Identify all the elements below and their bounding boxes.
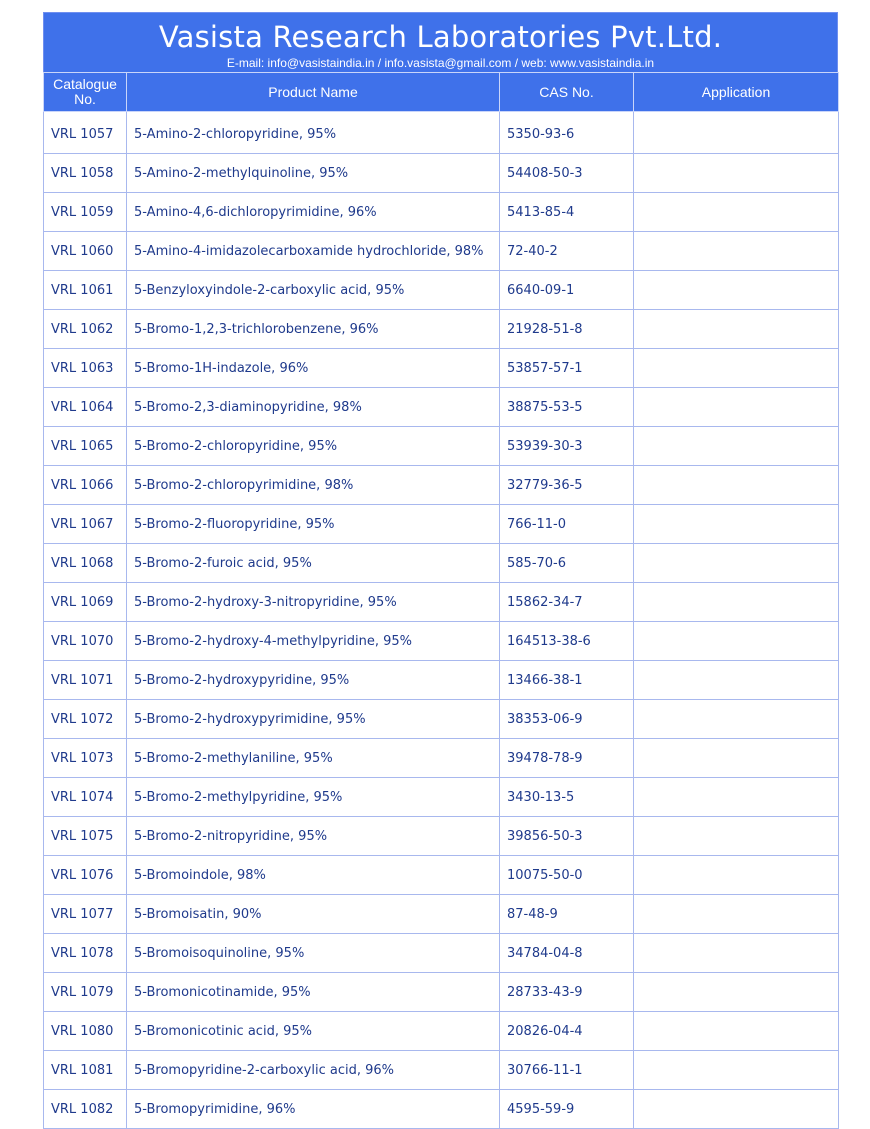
cas-number-cell: 54408-50-3 — [500, 154, 634, 193]
product-table — [43, 72, 839, 1129]
cas-number-cell: 6640-09-1 — [500, 271, 634, 310]
application-cell — [634, 739, 839, 778]
catalogue-number-cell: VRL 1072 — [44, 700, 127, 739]
table-row — [44, 583, 839, 622]
cas-number-cell: 21928-51-8 — [500, 310, 634, 349]
application-cell — [634, 466, 839, 505]
column-header-application: Application — [634, 73, 839, 112]
cas-number-cell: 13466-38-1 — [500, 661, 634, 700]
product-name-cell: 5-Bromo-2-chloropyridine, 95% — [127, 427, 500, 466]
catalogue-number-cell: VRL 1077 — [44, 895, 127, 934]
application-cell — [634, 895, 839, 934]
catalogue-number-cell: VRL 1075 — [44, 817, 127, 856]
product-name-cell: 5-Bromo-2-methylpyridine, 95% — [127, 778, 500, 817]
application-cell — [634, 817, 839, 856]
cas-number-cell: 38353-06-9 — [500, 700, 634, 739]
catalogue-number-cell: VRL 1068 — [44, 544, 127, 583]
catalogue-number-cell: VRL 1079 — [44, 973, 127, 1012]
table-row — [44, 427, 839, 466]
catalogue-number-cell: VRL 1076 — [44, 856, 127, 895]
application-cell — [634, 427, 839, 466]
application-cell — [634, 388, 839, 427]
application-cell — [634, 271, 839, 310]
catalogue-number-cell: VRL 1062 — [44, 310, 127, 349]
cas-number-cell: 164513-38-6 — [500, 622, 634, 661]
application-cell — [634, 700, 839, 739]
product-name-cell: 5-Bromoindole, 98% — [127, 856, 500, 895]
column-header-cas: CAS No. — [500, 73, 634, 112]
application-cell — [634, 505, 839, 544]
table-row — [44, 310, 839, 349]
cas-number-cell: 28733-43-9 — [500, 973, 634, 1012]
table-header-row — [44, 73, 839, 112]
catalogue-number-cell: VRL 1069 — [44, 583, 127, 622]
product-name-cell: 5-Bromo-2-hydroxy-3-nitropyridine, 95% — [127, 583, 500, 622]
cas-number-cell: 87-48-9 — [500, 895, 634, 934]
catalogue-number-cell: VRL 1078 — [44, 934, 127, 973]
application-cell — [634, 193, 839, 232]
table-row — [44, 154, 839, 193]
catalogue-number-cell: VRL 1058 — [44, 154, 127, 193]
cas-number-cell: 4595-59-9 — [500, 1090, 634, 1129]
product-name-cell: 5-Bromo-2-hydroxypyridine, 95% — [127, 661, 500, 700]
catalogue-number-cell: VRL 1081 — [44, 1051, 127, 1090]
product-name-cell: 5-Bromo-2-methylaniline, 95% — [127, 739, 500, 778]
table-row — [44, 622, 839, 661]
cas-number-cell: 30766-11-1 — [500, 1051, 634, 1090]
cas-number-cell: 3430-13-5 — [500, 778, 634, 817]
cas-number-cell: 20826-04-4 — [500, 1012, 634, 1051]
application-cell — [634, 154, 839, 193]
table-row — [44, 1012, 839, 1051]
table-row — [44, 934, 839, 973]
product-name-cell: 5-Amino-4,6-dichloropyrimidine, 96% — [127, 193, 500, 232]
cas-number-cell: 5350-93-6 — [500, 112, 634, 154]
table-row — [44, 778, 839, 817]
product-name-cell: 5-Bromoisatin, 90% — [127, 895, 500, 934]
product-name-cell: 5-Bromo-2,3-diaminopyridine, 98% — [127, 388, 500, 427]
cas-number-cell: 15862-34-7 — [500, 583, 634, 622]
table-row — [44, 661, 839, 700]
cas-number-cell: 53939-30-3 — [500, 427, 634, 466]
application-cell — [634, 544, 839, 583]
company-banner — [43, 12, 838, 72]
cas-number-cell: 585-70-6 — [500, 544, 634, 583]
catalogue-number-cell: VRL 1061 — [44, 271, 127, 310]
product-name-cell: 5-Amino-4-imidazolecarboxamide hydrochloride, 98% — [127, 232, 500, 271]
cas-number-cell: 38875-53-5 — [500, 388, 634, 427]
table-row — [44, 1051, 839, 1090]
application-cell — [634, 1012, 839, 1051]
product-name-cell: 5-Bromo-2-hydroxy-4-methylpyridine, 95% — [127, 622, 500, 661]
application-cell — [634, 310, 839, 349]
table-body — [44, 112, 839, 1129]
product-name-cell: 5-Bromoisoquinoline, 95% — [127, 934, 500, 973]
catalogue-number-cell: VRL 1060 — [44, 232, 127, 271]
cas-number-cell: 32779-36-5 — [500, 466, 634, 505]
column-header-catalogue — [44, 73, 127, 112]
cas-number-cell: 39856-50-3 — [500, 817, 634, 856]
catalogue-number-cell: VRL 1067 — [44, 505, 127, 544]
catalogue-number-cell: VRL 1071 — [44, 661, 127, 700]
application-cell — [634, 973, 839, 1012]
cas-number-cell: 10075-50-0 — [500, 856, 634, 895]
table-row — [44, 739, 839, 778]
catalogue-number-cell: VRL 1074 — [44, 778, 127, 817]
application-cell — [634, 661, 839, 700]
table-row — [44, 388, 839, 427]
product-name-cell: 5-Bromo-1,2,3-trichlorobenzene, 96% — [127, 310, 500, 349]
catalogue-sheet — [43, 12, 838, 1129]
cas-number-cell: 5413-85-4 — [500, 193, 634, 232]
product-name-cell: 5-Amino-2-methylquinoline, 95% — [127, 154, 500, 193]
product-name-cell: 5-Bromo-2-fluoropyridine, 95% — [127, 505, 500, 544]
product-name-cell: 5-Bromo-2-chloropyrimidine, 98% — [127, 466, 500, 505]
application-cell — [634, 1090, 839, 1129]
application-cell — [634, 778, 839, 817]
table-row — [44, 544, 839, 583]
company-name: Vasista Research Laboratories Pvt.Ltd. — [158, 20, 723, 54]
table-row — [44, 112, 839, 154]
catalogue-number-cell: VRL 1064 — [44, 388, 127, 427]
catalogue-number-cell: VRL 1063 — [44, 349, 127, 388]
application-cell — [634, 856, 839, 895]
application-cell — [634, 1051, 839, 1090]
table-row — [44, 817, 839, 856]
catalogue-number-cell: VRL 1057 — [44, 112, 127, 154]
cas-number-cell: 53857-57-1 — [500, 349, 634, 388]
catalogue-number-cell: VRL 1065 — [44, 427, 127, 466]
catalogue-number-cell: VRL 1070 — [44, 622, 127, 661]
product-name-cell: 5-Bromopyrimidine, 96% — [127, 1090, 500, 1129]
application-cell — [634, 232, 839, 271]
product-name-cell: 5-Bromopyridine-2-carboxylic acid, 96% — [127, 1051, 500, 1090]
application-cell — [634, 349, 839, 388]
application-cell — [634, 934, 839, 973]
table-row — [44, 973, 839, 1012]
product-name-cell: 5-Bromo-2-furoic acid, 95% — [127, 544, 500, 583]
column-header-product: Product Name — [127, 73, 500, 112]
table-row — [44, 193, 839, 232]
catalogue-number-cell: VRL 1082 — [44, 1090, 127, 1129]
catalogue-number-cell: VRL 1059 — [44, 193, 127, 232]
catalogue-header-line1: Catalogue — [53, 76, 117, 92]
cas-number-cell: 39478-78-9 — [500, 739, 634, 778]
table-row — [44, 505, 839, 544]
table-row — [44, 271, 839, 310]
application-cell — [634, 583, 839, 622]
product-name-cell: 5-Amino-2-chloropyridine, 95% — [127, 112, 500, 154]
product-name-cell: 5-Bromo-1H-indazole, 96% — [127, 349, 500, 388]
product-name-cell: 5-Bromonicotinamide, 95% — [127, 973, 500, 1012]
product-name-cell: 5-Bromonicotinic acid, 95% — [127, 1012, 500, 1051]
cas-number-cell: 34784-04-8 — [500, 934, 634, 973]
application-cell — [634, 112, 839, 154]
product-name-cell: 5-Bromo-2-nitropyridine, 95% — [127, 817, 500, 856]
catalogue-number-cell: VRL 1073 — [44, 739, 127, 778]
product-name-cell: 5-Benzyloxyindole-2-carboxylic acid, 95% — [127, 271, 500, 310]
application-cell — [634, 622, 839, 661]
table-row — [44, 1090, 839, 1129]
table-row — [44, 895, 839, 934]
table-row — [44, 700, 839, 739]
table-row — [44, 466, 839, 505]
table-row — [44, 856, 839, 895]
cas-number-cell: 72-40-2 — [500, 232, 634, 271]
cas-number-cell: 766-11-0 — [500, 505, 634, 544]
catalogue-number-cell: VRL 1080 — [44, 1012, 127, 1051]
contact-line: E-mail: info@vasistaindia.in / info.vasista@gmail.com / web: www.vasistaindia.in — [226, 56, 655, 70]
catalogue-header-line2: No. — [74, 91, 96, 107]
product-name-cell: 5-Bromo-2-hydroxypyrimidine, 95% — [127, 700, 500, 739]
catalogue-number-cell: VRL 1066 — [44, 466, 127, 505]
table-row — [44, 349, 839, 388]
table-row — [44, 232, 839, 271]
